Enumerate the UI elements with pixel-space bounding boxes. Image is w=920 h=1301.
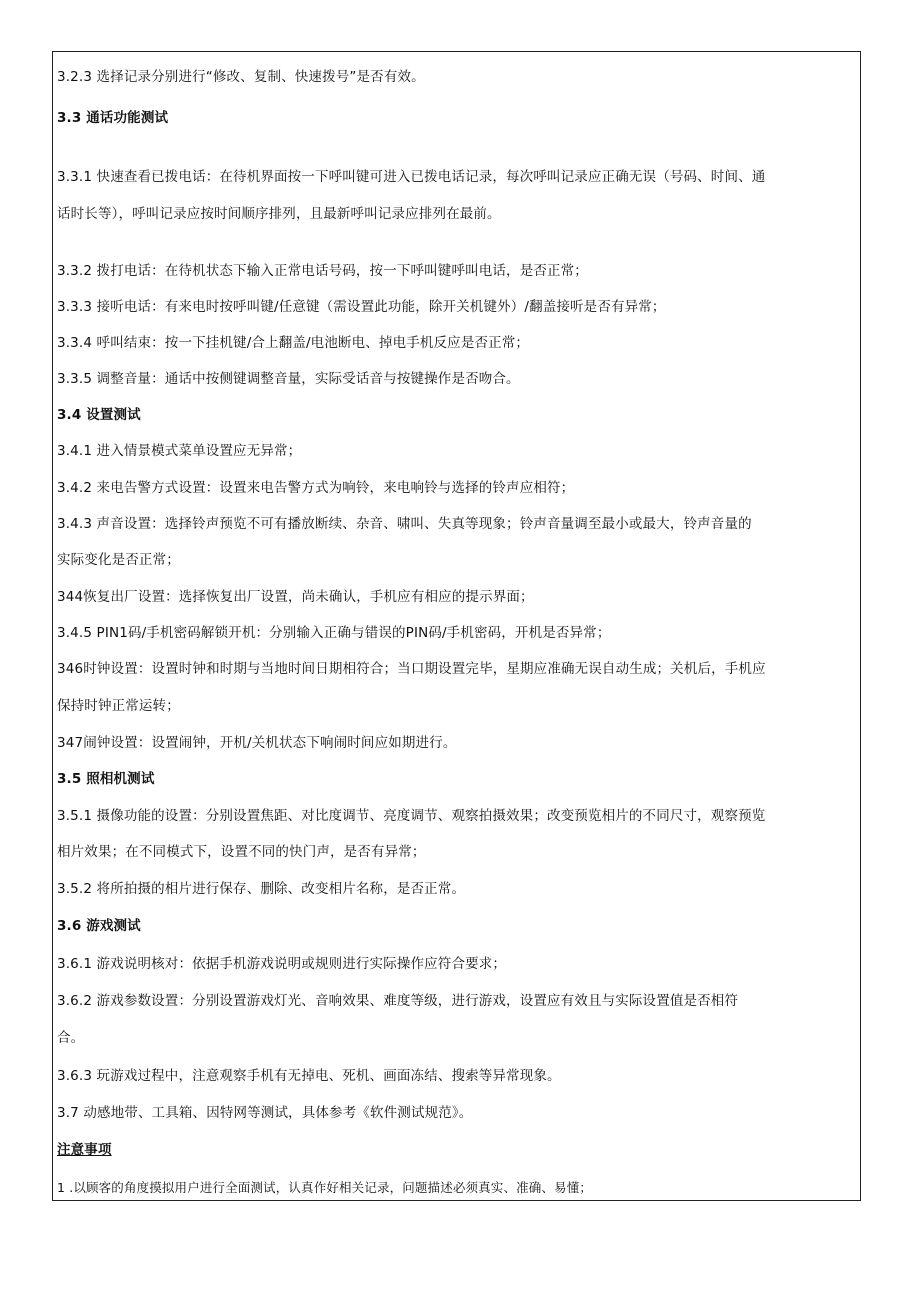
item-3-4-4: 344恢复出厂设置：选择恢复出厂设置，尚未确认，手机应有相应的提示界面； (57, 589, 534, 605)
item-3-5-1-cont: 相片效果；在不同模式下，设置不同的快门声，是否有异常； (57, 844, 426, 860)
item-3-3-1-cont: 话时长等），呼叫记录应按时间顺序排列，且最新呼叫记录应排列在最前。 (57, 206, 501, 222)
heading-3-3: 3.3 通话功能测试 (57, 110, 169, 126)
item-3-4-6: 346时钟设置：设置时钟和时期与当地时间日期相符合；当口期设置完毕，星期应准确无误自动生成；关机后，手机应 (57, 661, 766, 677)
item-3-3-3: 3.3.3 接听电话：有来电时按呼叫键/任意键（需设置此功能，除开关机键外）/翻盖接听是否有异常； (57, 299, 666, 315)
item-3-4-3-cont: 实际变化是否正常； (57, 552, 180, 568)
item-3-4-7: 347闹钟设置：设置闹钟，开机/关机状态下响闹时间应如期进行。 (57, 735, 457, 751)
item-3-4-1: 3.4.1 进入情景模式菜单设置应无异常； (57, 443, 302, 459)
item-3-6-2: 3.6.2 游戏参数设置：分别设置游戏灯光、音响效果、难度等级，进行游戏，设置应有效且与实际设置值是否相符 (57, 993, 739, 1009)
item-3-3-2: 3.3.2 拨打电话：在待机状态下输入正常电话号码，按一下呼叫键呼叫电话，是否正常； (57, 263, 588, 279)
item-3-3-1: 3.3.1 快速查看已拨电话：在待机界面按一下呼叫键可进入已拨电话记录，每次呼叫记录应正确无误（号码、时间、通 (57, 169, 766, 185)
item-3-4-2: 3.4.2 来电告警方式设置：设置来电告警方式为响铃，来电响铃与选择的铃声应相符； (57, 480, 575, 496)
item-3-6-3: 3.6.3 玩游戏过程中，注意观察手机有无掉电、死机、画面冻结、搜索等异常现象。 (57, 1068, 561, 1084)
item-3-5-2: 3.5.2 将所拍摄的相片进行保存、删除、改变相片名称，是否正常。 (57, 881, 466, 897)
item-3-2-3: 3.2.3 选择记录分别进行“修改、复制、快速拨号”是否有效。 (57, 69, 425, 85)
heading-3-4: 3.4 设置测试 (57, 407, 141, 423)
heading-3-6: 3.6 游戏测试 (57, 918, 141, 934)
item-3-4-6-cont: 保持时钟正常运转； (57, 698, 180, 714)
item-3-4-5: 3.4.5 PIN1码/手机密码解锁开机：分别输入正确与错误的PIN码/手机密码，开机是否异常； (57, 625, 611, 641)
heading-3-5: 3.5 照相机测试 (57, 771, 155, 787)
item-3-3-4: 3.3.4 呼叫结束：按一下挂机键/合上翻盖/电池断电、掉电手机反应是否正常； (57, 335, 530, 351)
item-3-3-5: 3.3.5 调整音量：通话中按侧键调整音量，实际受话音与按键操作是否吻合。 (57, 371, 520, 387)
item-3-6-2-cont: 合。 (57, 1030, 85, 1046)
item-3-7: 3.7 动感地带、工具箱、因特网等测试，具体参考《软件测试规范》。 (57, 1105, 473, 1121)
item-3-6-1: 3.6.1 游戏说明核对：依据手机游戏说明或规则进行实际操作应符合要求； (57, 956, 507, 972)
notes-heading: 注意事项 (57, 1142, 112, 1158)
item-3-5-1: 3.5.1 摄像功能的设置：分别设置焦距、对比度调节、亮度调节、观察拍摄效果；改变预览相片的不同尺寸，观察预览 (57, 808, 766, 824)
item-3-4-3: 3.4.3 声音设置：选择铃声预览不可有播放断续、杂音、啸叫、失真等现象；铃声音量调至最小或最大，铃声音量的 (57, 516, 752, 532)
note-item-1: 1 .以顾客的角度摸拟用户进行全面测试，认真作好相关记录，问题描述必须真实、准确、易懂； (57, 1180, 593, 1195)
